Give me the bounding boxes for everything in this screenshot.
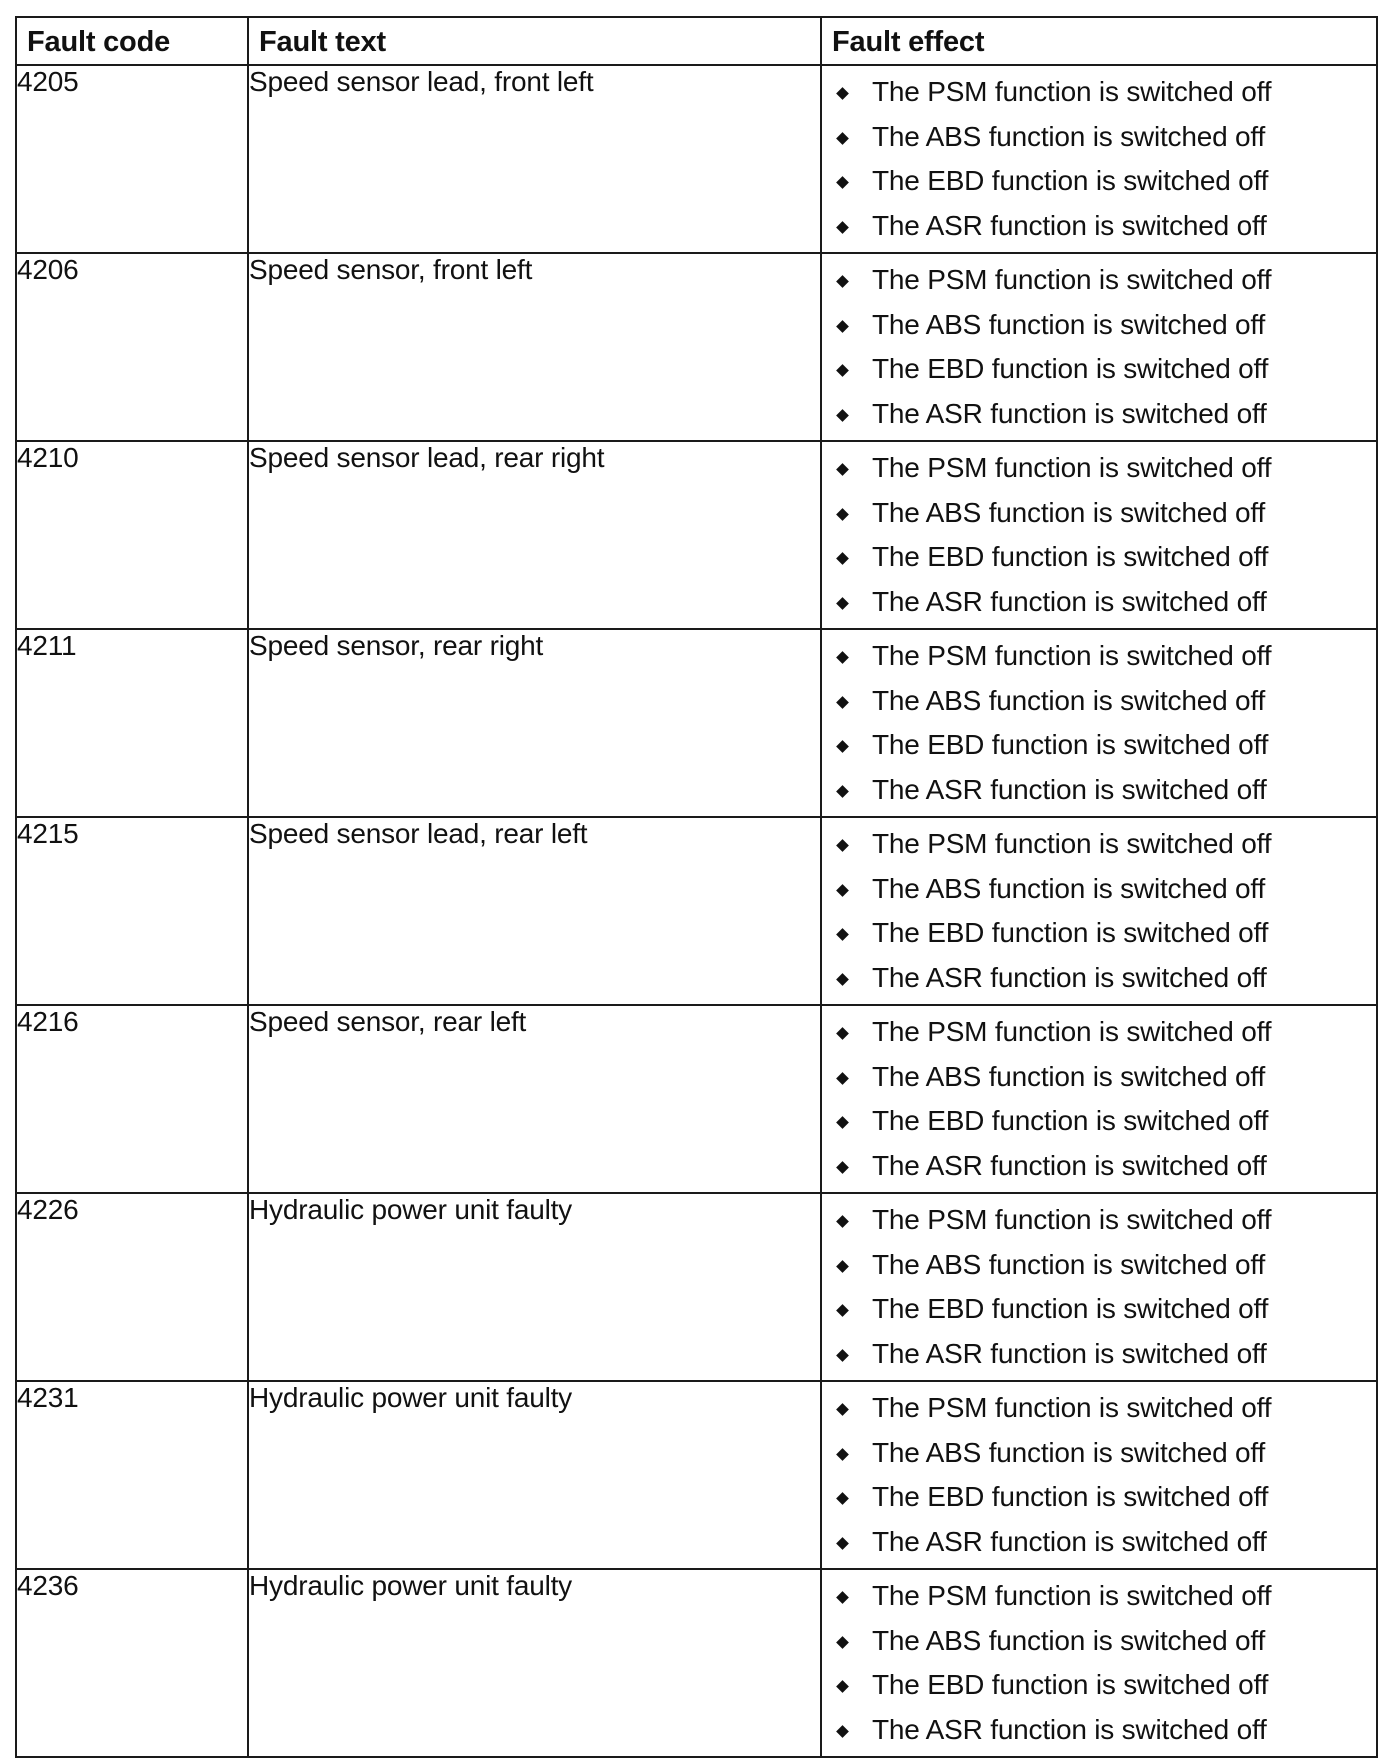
effect-text: The ASR function is switched off [872,1525,1267,1557]
effect-item [822,772,1376,817]
effect-item [822,915,1376,960]
diamond-bullet-icon [836,1492,849,1505]
effect-text: The PSM function is switched off [872,1204,1272,1235]
diamond-bullet-icon [836,552,849,565]
diamond-bullet-icon [836,1304,849,1317]
effect-text: The EBD function is switched off [872,1293,1269,1324]
diamond-bullet-icon [836,1448,849,1461]
diamond-bullet-icon [836,1027,849,1040]
diamond-bullet-icon [836,1215,849,1228]
effect-item [822,1336,1376,1381]
fault-code-cell: 4236 [16,1569,248,1757]
effect-text: The ABS function is switched off [872,684,1266,716]
table-row [16,253,1377,441]
effect-text: The EBD function is switched off [872,1481,1269,1512]
diamond-bullet-icon [836,132,849,145]
effect-item [822,1148,1376,1193]
effect-item [822,1712,1376,1757]
effect-item [822,871,1376,916]
effect-item [822,208,1376,253]
effect-item [822,1014,1376,1059]
diamond-bullet-icon [836,364,849,377]
diamond-bullet-icon [836,1403,849,1416]
effect-list [822,1006,1376,1192]
effect-text: The EBD function is switched off [872,729,1269,760]
table-row [16,1005,1377,1193]
table-row [16,1193,1377,1381]
effect-text: The ASR function is switched off [872,961,1267,993]
diamond-bullet-icon [836,1161,849,1174]
diamond-bullet-icon [836,409,849,422]
fault-code-cell: 4226 [16,1193,248,1381]
diamond-bullet-icon [836,1636,849,1649]
fault-code-cell: 4205 [16,65,248,253]
effect-text: The ABS function is switched off [872,308,1266,340]
diamond-bullet-icon [836,1591,849,1604]
effect-text: The ABS function is switched off [872,1248,1266,1280]
effect-text: The ASR function is switched off [872,773,1267,805]
effect-list [822,442,1376,628]
table-row [16,441,1377,629]
header-fault-effect: Fault effect [821,17,1377,65]
effect-text: The PSM function is switched off [872,1016,1272,1047]
diamond-bullet-icon [836,696,849,709]
effect-item [822,495,1376,540]
effect-text: The PSM function is switched off [872,452,1272,483]
fault-effect-cell [821,817,1377,1005]
effect-item [822,638,1376,683]
effect-text: The EBD function is switched off [872,1105,1269,1136]
effect-text: The EBD function is switched off [872,917,1269,948]
diamond-bullet-icon [836,597,849,610]
effect-item [822,1202,1376,1247]
effect-item [822,119,1376,164]
effect-item [822,539,1376,584]
effect-item [822,450,1376,495]
fault-code-cell: 4210 [16,441,248,629]
effect-list [822,66,1376,252]
effect-text: The ASR function is switched off [872,585,1267,617]
effect-text: The ABS function is switched off [872,1624,1266,1656]
diamond-bullet-icon [836,973,849,986]
effect-list [822,818,1376,1004]
diamond-bullet-icon [836,1072,849,1085]
fault-effect-cell [821,441,1377,629]
fault-text-cell: Speed sensor, rear left [248,1005,821,1193]
fault-text-cell: Speed sensor lead, rear right [248,441,821,629]
fault-effect-cell [821,65,1377,253]
effect-list [822,1194,1376,1380]
diamond-bullet-icon [836,1725,849,1738]
effect-text: The ABS function is switched off [872,872,1266,904]
diamond-bullet-icon [836,928,849,941]
diamond-bullet-icon [836,275,849,288]
diamond-bullet-icon [836,740,849,753]
table-body [16,65,1377,1757]
effect-item [822,1578,1376,1623]
fault-code-cell: 4215 [16,817,248,1005]
fault-table [15,16,1378,1758]
effect-item [822,396,1376,441]
diamond-bullet-icon [836,1349,849,1362]
fault-code-cell: 4216 [16,1005,248,1193]
table-row [16,817,1377,1005]
effect-item [822,1623,1376,1668]
fault-text-cell: Speed sensor, rear right [248,629,821,817]
effect-text: The PSM function is switched off [872,640,1272,671]
effect-text: The ABS function is switched off [872,1436,1266,1468]
fault-effect-cell [821,1193,1377,1381]
diamond-bullet-icon [836,87,849,100]
effect-text: The ASR function is switched off [872,1337,1267,1369]
fault-text-cell: Hydraulic power unit faulty [248,1569,821,1757]
effect-item [822,1103,1376,1148]
effect-list [822,630,1376,816]
effect-text: The ASR function is switched off [872,1149,1267,1181]
effect-text: The EBD function is switched off [872,1669,1269,1700]
effect-text: The PSM function is switched off [872,76,1272,107]
effect-item [822,163,1376,208]
effect-item [822,1291,1376,1336]
effect-text: The ASR function is switched off [872,397,1267,429]
effect-text: The PSM function is switched off [872,1580,1272,1611]
fault-text-cell: Speed sensor lead, rear left [248,817,821,1005]
effect-item [822,262,1376,307]
fault-effect-cell [821,253,1377,441]
effect-list [822,1570,1376,1756]
effect-item [822,826,1376,871]
fault-code-cell: 4231 [16,1381,248,1569]
table-header-row [16,17,1377,65]
diamond-bullet-icon [836,839,849,852]
effect-item [822,1247,1376,1292]
effect-item [822,584,1376,629]
effect-item [822,1435,1376,1480]
header-fault-code: Fault code [16,17,248,65]
effect-text: The PSM function is switched off [872,1392,1272,1423]
effect-item [822,683,1376,728]
fault-text-cell: Speed sensor, front left [248,253,821,441]
effect-text: The ABS function is switched off [872,1060,1266,1092]
table-row [16,1381,1377,1569]
fault-effect-cell [821,1569,1377,1757]
effect-text: The EBD function is switched off [872,353,1269,384]
effect-item [822,960,1376,1005]
fault-text-cell: Speed sensor lead, front left [248,65,821,253]
effect-text: The ASR function is switched off [872,1713,1267,1745]
diamond-bullet-icon [836,1116,849,1129]
effect-item [822,1667,1376,1712]
table-row [16,1569,1377,1757]
diamond-bullet-icon [836,1260,849,1273]
diamond-bullet-icon [836,320,849,333]
diamond-bullet-icon [836,221,849,234]
effect-text: The ABS function is switched off [872,120,1266,152]
table-row [16,65,1377,253]
diamond-bullet-icon [836,1537,849,1550]
header-fault-text: Fault text [248,17,821,65]
effect-item [822,1059,1376,1104]
effect-item [822,1479,1376,1524]
fault-code-cell: 4206 [16,253,248,441]
effect-list [822,1382,1376,1568]
fault-effect-cell [821,1005,1377,1193]
effect-item [822,1524,1376,1569]
effect-item [822,1390,1376,1435]
diamond-bullet-icon [836,463,849,476]
fault-text-cell: Hydraulic power unit faulty [248,1381,821,1569]
effect-text: The PSM function is switched off [872,828,1272,859]
diamond-bullet-icon [836,176,849,189]
effect-text: The EBD function is switched off [872,541,1269,572]
diamond-bullet-icon [836,1680,849,1693]
fault-effect-cell [821,629,1377,817]
fault-effect-cell [821,1381,1377,1569]
fault-text-cell: Hydraulic power unit faulty [248,1193,821,1381]
diamond-bullet-icon [836,651,849,664]
diamond-bullet-icon [836,785,849,798]
effect-text: The PSM function is switched off [872,264,1272,295]
table-row [16,629,1377,817]
effect-item [822,74,1376,119]
diamond-bullet-icon [836,508,849,521]
fault-code-cell: 4211 [16,629,248,817]
effect-text: The EBD function is switched off [872,165,1269,196]
effect-item [822,727,1376,772]
effect-item [822,307,1376,352]
effect-text: The ABS function is switched off [872,496,1266,528]
effect-item [822,351,1376,396]
diamond-bullet-icon [836,884,849,897]
effect-list [822,254,1376,440]
effect-text: The ASR function is switched off [872,209,1267,241]
